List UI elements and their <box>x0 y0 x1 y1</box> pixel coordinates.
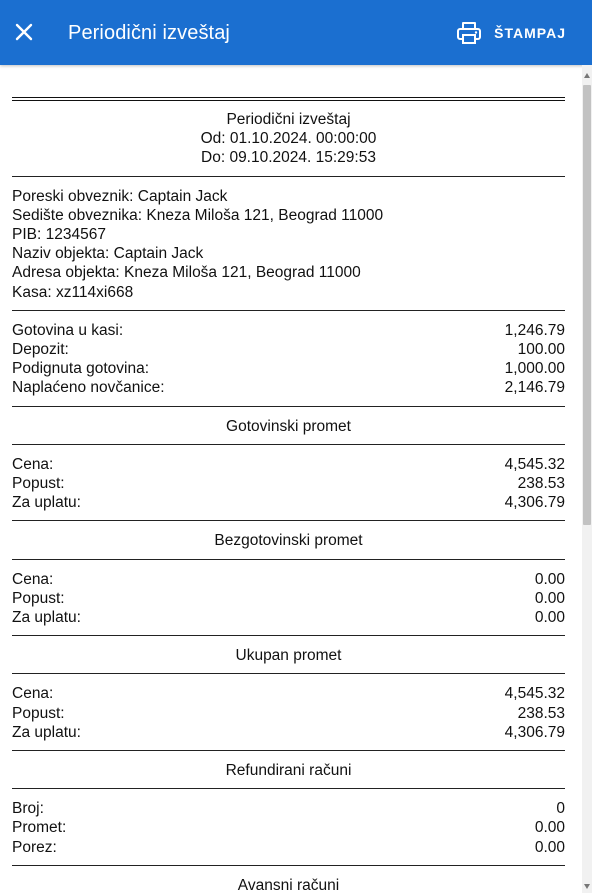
summary-row <box>12 321 565 340</box>
row-label: Naplaćeno novčanice: <box>12 379 165 397</box>
divider <box>12 673 565 674</box>
taxpayer-info <box>12 187 565 302</box>
report-from: Od: 01.10.2024. 00:00:00 <box>200 130 377 148</box>
divider <box>12 310 565 311</box>
section-title-advance-receipts: Avansni računi <box>237 876 340 893</box>
summary-row <box>12 723 565 742</box>
scroll-down-arrow-icon[interactable] <box>584 884 590 889</box>
divider <box>12 176 565 177</box>
row-value: 4,545.32 <box>504 685 565 703</box>
scroll-up-arrow-icon[interactable] <box>584 73 590 78</box>
close-button[interactable] <box>12 20 36 44</box>
row-label: Za uplatu: <box>12 609 81 627</box>
info-line: Poreski obveznik: Captain Jack <box>12 187 228 205</box>
app-bar <box>0 0 592 65</box>
row-label: Depozit: <box>12 341 69 359</box>
summary-row <box>12 378 565 397</box>
section-title-total-turnover: Ukupan promet <box>235 647 342 665</box>
row-label: Za uplatu: <box>12 723 81 741</box>
row-value: 2,146.79 <box>504 379 565 397</box>
info-line: PIB: 1234567 <box>12 226 106 244</box>
row-value: 4,545.32 <box>504 455 565 473</box>
report-header <box>12 110 565 168</box>
divider <box>12 788 565 789</box>
summary-row <box>12 818 565 837</box>
row-label: Podignuta gotovina: <box>12 360 150 378</box>
summary-row <box>12 799 565 818</box>
cash-summary <box>12 321 565 398</box>
row-label: Gotovina u kasi: <box>12 321 124 339</box>
divider <box>12 520 565 521</box>
summary-row <box>12 359 565 378</box>
row-label: Porez: <box>12 838 57 856</box>
row-value: 0.00 <box>534 609 565 627</box>
dialog-title: Periodični izveštaj <box>68 22 230 44</box>
scrollbar-thumb[interactable] <box>583 85 591 525</box>
info-line: Naziv objekta: Captain Jack <box>12 245 204 263</box>
section-title-refunded-receipts: Refundirani računi <box>225 762 352 780</box>
section-title-cashless-turnover: Bezgotovinski promet <box>214 532 363 550</box>
row-value: 0 <box>556 800 565 818</box>
divider <box>12 559 565 560</box>
row-value: 1,000.00 <box>504 360 565 378</box>
info-line: Kasa: xz114xi668 <box>12 283 134 301</box>
vertical-scrollbar[interactable] <box>582 65 592 893</box>
report-title: Periodični izveštaj <box>226 111 351 128</box>
summary-row <box>12 838 565 857</box>
row-label: Za uplatu: <box>12 494 81 512</box>
row-label: Popust: <box>12 475 65 493</box>
summary-row <box>12 704 565 723</box>
row-value: 100.00 <box>517 341 565 359</box>
section-title-cash-turnover: Gotovinski promet <box>226 417 351 435</box>
row-label: Popust: <box>12 589 65 607</box>
print-button[interactable] <box>456 18 566 48</box>
row-label: Popust: <box>12 704 65 722</box>
divider <box>12 444 565 445</box>
summary-row <box>12 474 565 493</box>
top-double-divider <box>12 97 565 101</box>
row-value: 1,246.79 <box>504 321 565 339</box>
print-label: ŠTAMPAJ <box>494 25 566 41</box>
row-label: Cena: <box>12 455 54 473</box>
divider <box>12 406 565 407</box>
row-label: Cena: <box>12 685 54 703</box>
summary-row <box>12 340 565 359</box>
row-label: Cena: <box>12 570 54 588</box>
report-to: Do: 09.10.2024. 15:29:53 <box>201 149 376 167</box>
divider <box>12 750 565 751</box>
summary-row <box>12 684 565 703</box>
row-value: 0.00 <box>534 589 565 607</box>
info-line: Adresa objekta: Kneza Miloša 121, Beograd 11000 <box>12 264 361 282</box>
printer-icon <box>456 20 482 46</box>
row-value: 4,306.79 <box>504 494 565 512</box>
summary-row <box>12 493 565 512</box>
divider <box>12 865 565 866</box>
close-icon <box>12 20 36 44</box>
row-label: Promet: <box>12 819 67 837</box>
divider <box>12 635 565 636</box>
report <box>12 97 565 893</box>
row-value: 0.00 <box>534 819 565 837</box>
summary-row <box>12 589 565 608</box>
row-value: 238.53 <box>517 704 565 722</box>
summary-row <box>12 608 565 627</box>
row-value: 4,306.79 <box>504 723 565 741</box>
row-value: 0.00 <box>534 570 565 588</box>
summary-row <box>12 570 565 589</box>
row-value: 238.53 <box>517 475 565 493</box>
summary-row <box>12 455 565 474</box>
report-scroll-area[interactable] <box>0 65 582 893</box>
row-value: 0.00 <box>534 838 565 856</box>
info-line: Sedište obveznika: Kneza Miloša 121, Beograd 11000 <box>12 206 384 224</box>
row-label: Broj: <box>12 800 44 818</box>
